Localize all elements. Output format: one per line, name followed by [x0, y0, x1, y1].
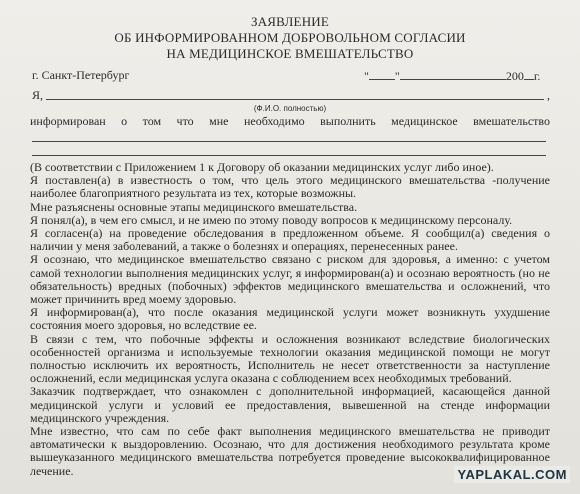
year-suffix: г. — [533, 69, 541, 83]
paragraph: Я согласен(а) на проведение обследования в предложенном объеме. Я сообщил(а) сведения о наличии у меня заболеваний, а также о болезнях и операциях, перенесенных ранее. — [30, 226, 550, 254]
year-prefix: 200 — [505, 69, 524, 83]
title-line-2: ОБ ИНФОРМИРОВАННОМ ДОБРОВОЛЬНОМ СОГЛАСИИ — [114, 30, 466, 45]
blank-line-2 — [32, 142, 546, 156]
paragraph: (В соответствии с Приложением 1 к Договору об оказании медицинских услуг либо иное). — [30, 160, 494, 174]
watermark-logo: YAPLAKAL.COM — [454, 466, 570, 483]
date-quote-open: " — [364, 69, 369, 83]
paragraph: В связи с тем, что побочные эффекты и осложнения возникают вследствие биологических особенностей организма и используемые технологии оказания медицинской помощи не могут полностью исключить их вероятность, Исполнитель не несет ответственности за наступление осложнений, если медицинская услуга оказана с соблюдением всех необходимых требований. — [30, 331, 550, 386]
title-line-3: НА МЕДИЦИНСКОЕ ВМЕШАТЕЛЬСТВО — [166, 46, 414, 61]
year-blank — [524, 68, 534, 80]
title-line-1: ЗАЯВЛЕНИЕ — [250, 14, 330, 29]
day-blank — [369, 68, 395, 80]
fio-caption: (Ф.И.О. полностью) — [253, 104, 327, 113]
paragraph: Я информирован(а), что после оказания медицинской услуги может возникнуть ухудшение состояния моего здоровья, но вследствие ее. — [30, 305, 550, 333]
month-blank — [400, 68, 506, 80]
date-field — [364, 68, 540, 83]
paragraph: Я поставлен(а) в известность о том, что цель этого медицинского вмешательства -получение наиболее благоприятного результата из тех, которые возможны. — [30, 173, 550, 201]
document-title — [30, 14, 550, 62]
ya-label: Я, — [32, 88, 44, 102]
city-date-row — [30, 66, 550, 82]
city-label: г. Санкт-Петербург — [32, 68, 130, 82]
name-comma: , — [547, 88, 550, 102]
date-quote-close: " — [394, 69, 400, 83]
informed-line: информирован о том что мне необходимо выполнить медицинское вмешательство — [30, 114, 550, 128]
name-blank-line — [46, 99, 544, 100]
name-row — [30, 86, 550, 102]
paragraph: Мне известно, что сам по себе факт выполнения медицинского вмешательства не приводит автоматически к выздоровлению. Осознаю, что для достижения необходимого результата кроме вышеуказанного медицинского вмешательства потребуется проведение высококвалифицированное лечение. — [30, 424, 550, 478]
paragraph: Заказчик подтверждает, что ознакомлен с дополнительной информацией, касающейся данной медицинской услуги и условий ее предоставления, вывешенной на стенде информации медицинского учреждения. — [30, 384, 550, 425]
paragraph: Я осознаю, что медицинское вмешательство связано с риском для здоровья, а именно: с учетом самой технологии выполнения медицинских услуг, я информирован(а) и осознаю вероятность (но не обязательность) вредных (побочных) эффектов медицинского вмешательства и осложнений, что может причинить вред моему здоровью. — [30, 252, 550, 307]
document-body — [30, 161, 550, 478]
paragraph: Мне разъяснены основные этапы медицинского вмешательства. — [30, 199, 358, 214]
blank-line-1 — [32, 128, 546, 142]
paragraph: Я понял(а), в чем его смысл, и не имею по этому поводу вопросов к медицинскому персоналу. — [30, 212, 513, 227]
